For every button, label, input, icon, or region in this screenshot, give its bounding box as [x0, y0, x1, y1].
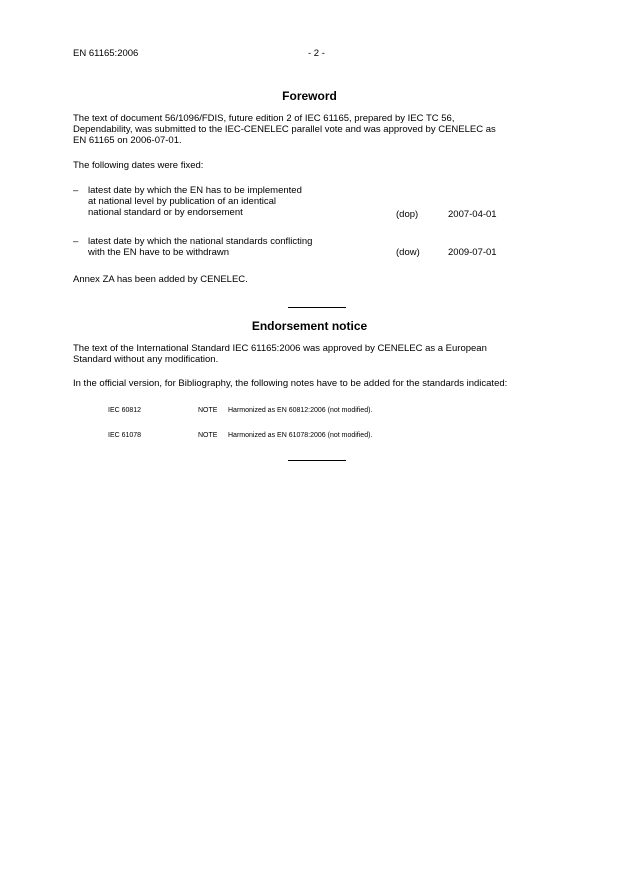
- note-text: Harmonized as EN 60812:2006 (not modified).: [228, 407, 373, 414]
- document-id: EN 61165:2006: [73, 48, 139, 59]
- date-code-dow: (dow): [396, 247, 420, 258]
- date-item-dow-text: [88, 236, 378, 258]
- foreword-intro-paragraph: [73, 113, 560, 146]
- endorsement-line: Standard without any modification.: [73, 354, 219, 365]
- date-item-line: latest date by which the national standards conflicting: [88, 236, 313, 247]
- foreword-intro-line: Dependability, was submitted to the IEC-CENELEC parallel vote and was approved by CENELEC as: [73, 124, 496, 135]
- date-value-dow: 2009-07-01: [448, 247, 497, 258]
- date-item-line: with the EN have to be withdrawn: [88, 247, 229, 258]
- foreword-intro-line: EN 61165 on 2006-07-01.: [73, 135, 182, 146]
- note-standard: IEC 61078: [108, 432, 142, 439]
- date-value-dop: 2007-04-01: [448, 209, 497, 220]
- section-divider: [288, 460, 346, 461]
- date-item-line: at national level by publication of an identical: [88, 196, 277, 207]
- dates-intro: The following dates were fixed:: [73, 160, 204, 171]
- endorsement-title: Endorsement notice: [251, 319, 368, 333]
- date-code-dop: (dop): [396, 209, 419, 220]
- note-label: NOTE: [198, 407, 218, 414]
- section-divider: [288, 307, 346, 308]
- bibliography-intro: In the official version, for Bibliography, the following notes have to be added for the standards indicated:: [73, 378, 508, 389]
- date-item-line: national standard or by endorsement: [88, 207, 243, 218]
- note-label: NOTE: [198, 432, 218, 439]
- annex-note: Annex ZA has been added by CENELEC.: [73, 274, 248, 285]
- note-text: Harmonized as EN 61078:2006 (not modified).: [228, 432, 373, 439]
- list-bullet: –: [73, 236, 79, 247]
- foreword-title: Foreword: [282, 89, 337, 103]
- foreword-intro-line: The text of document 56/1096/FDIS, future edition 2 of IEC 61165, prepared by IEC TC 56,: [73, 113, 455, 124]
- date-item-line: latest date by which the EN has to be implemented: [88, 185, 302, 196]
- date-item-dop-text: [88, 185, 378, 218]
- endorsement-line: The text of the International Standard IEC 61165:2006 was approved by CENELEC as a European: [73, 343, 487, 354]
- endorsement-paragraph: [73, 343, 560, 365]
- page-number: - 2 -: [308, 48, 325, 59]
- list-bullet: –: [73, 185, 79, 196]
- note-standard: IEC 60812: [108, 407, 142, 414]
